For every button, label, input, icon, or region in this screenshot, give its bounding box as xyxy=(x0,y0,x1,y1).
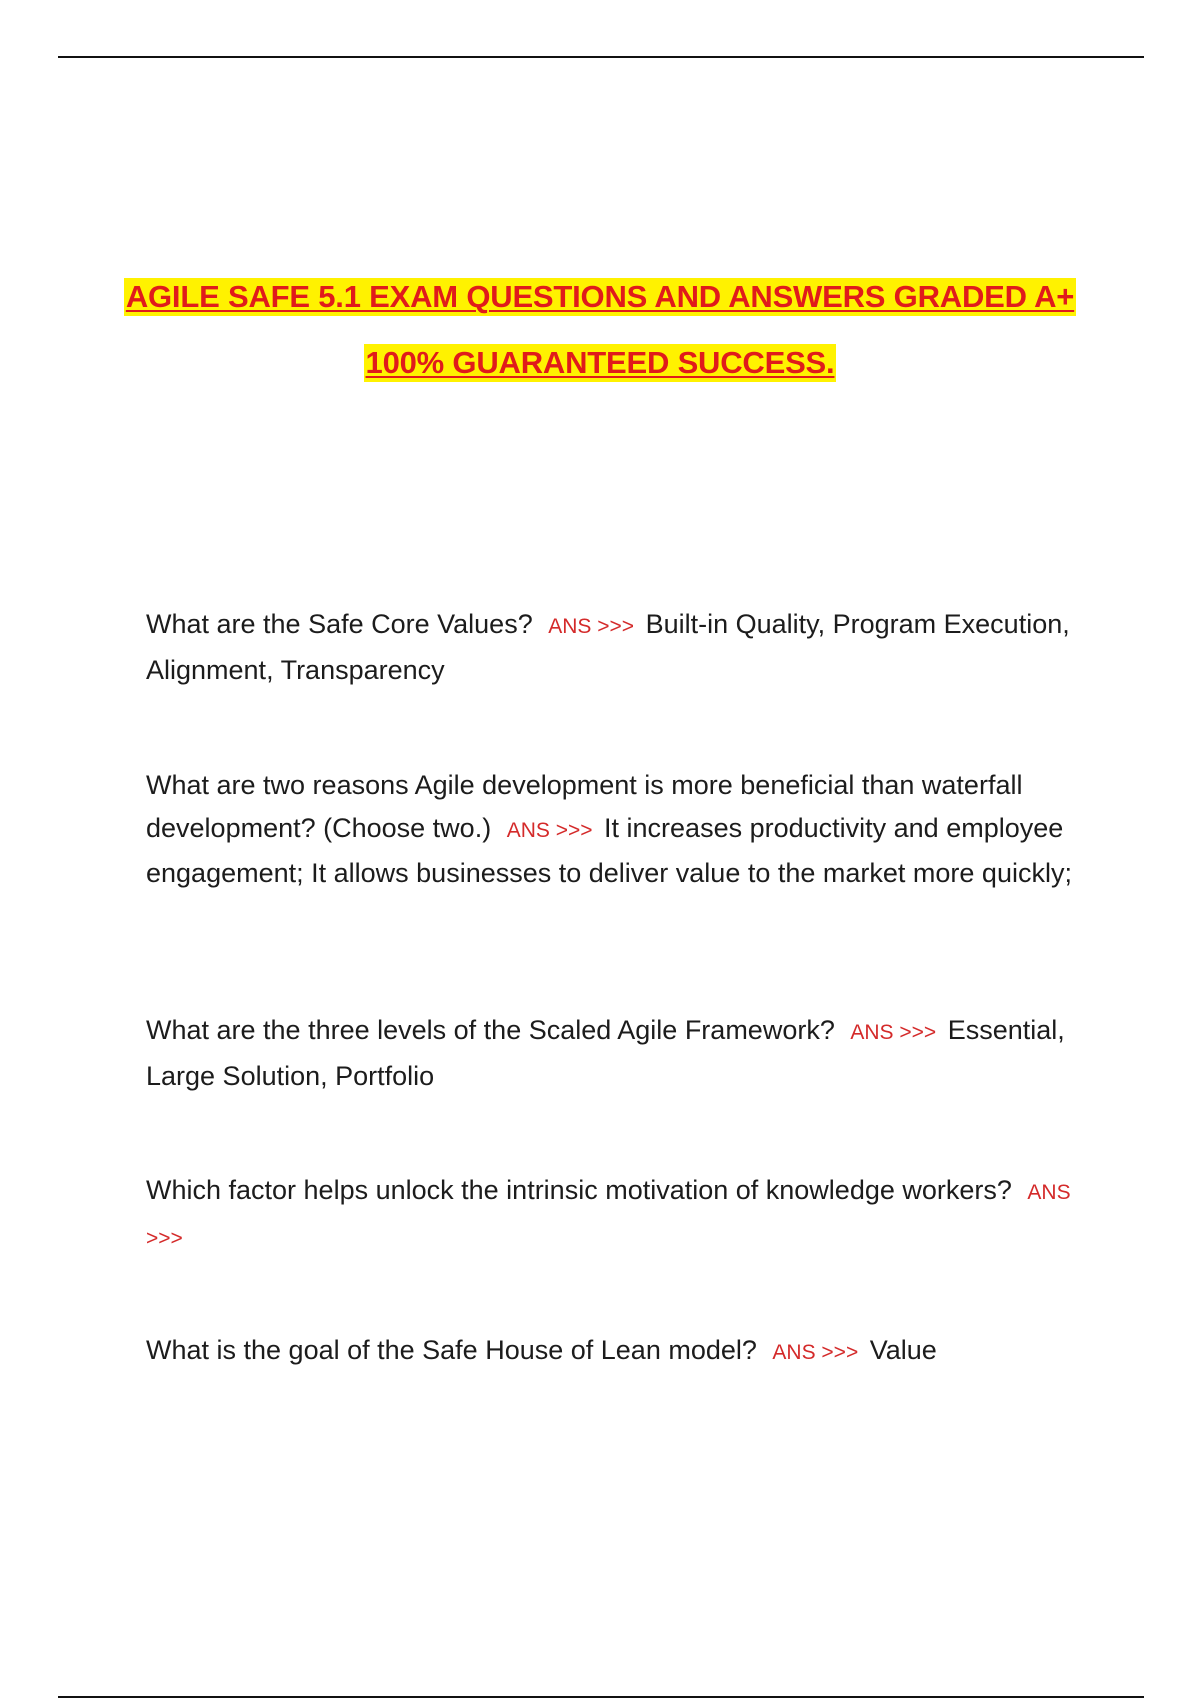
document-title xyxy=(0,278,1200,410)
qa-item xyxy=(146,1169,1076,1260)
title-line-1: AGILE SAFE 5.1 EXAM QUESTIONS AND ANSWERS GRADED A+ xyxy=(125,279,1075,314)
answer-text: Essential, Large Solution, Portfolio xyxy=(146,1015,1065,1091)
question-text: What are the Safe Core Values? xyxy=(146,609,533,639)
qa-item xyxy=(146,603,1076,691)
ans-marker: ANS >>> xyxy=(146,1181,1071,1250)
ans-marker: ANS >>> xyxy=(850,1021,937,1044)
qa-item xyxy=(146,1329,1076,1375)
qa-item xyxy=(146,1009,1076,1097)
answer-text: It increases productivity and employee engagement; It allows businesses to deliver value to the market more quickly; xyxy=(146,812,1072,888)
ans-marker: ANS >>> xyxy=(506,818,593,842)
top-rule xyxy=(58,56,1144,58)
ans-marker: ANS >>> xyxy=(772,1341,859,1364)
question-text: What are two reasons Agile development is more beneficial than waterfall development? (Choose two.) xyxy=(146,770,1023,843)
qa-item xyxy=(146,764,1076,895)
answer-text: Value xyxy=(869,1335,937,1365)
question-text: Which factor helps unlock the intrinsic motivation of knowledge workers? xyxy=(146,1175,1012,1205)
ans-marker: ANS >>> xyxy=(548,615,635,638)
bottom-rule xyxy=(58,1696,1144,1698)
answer-text: Built-in Quality, Program Execution, Alignment, Transparency xyxy=(146,609,1070,685)
question-text: What is the goal of the Safe House of Lean model? xyxy=(146,1335,757,1365)
question-text: What are the three levels of the Scaled Agile Framework? xyxy=(146,1015,835,1045)
title-line-2: 100% GUARANTEED SUCCESS. xyxy=(365,345,835,380)
